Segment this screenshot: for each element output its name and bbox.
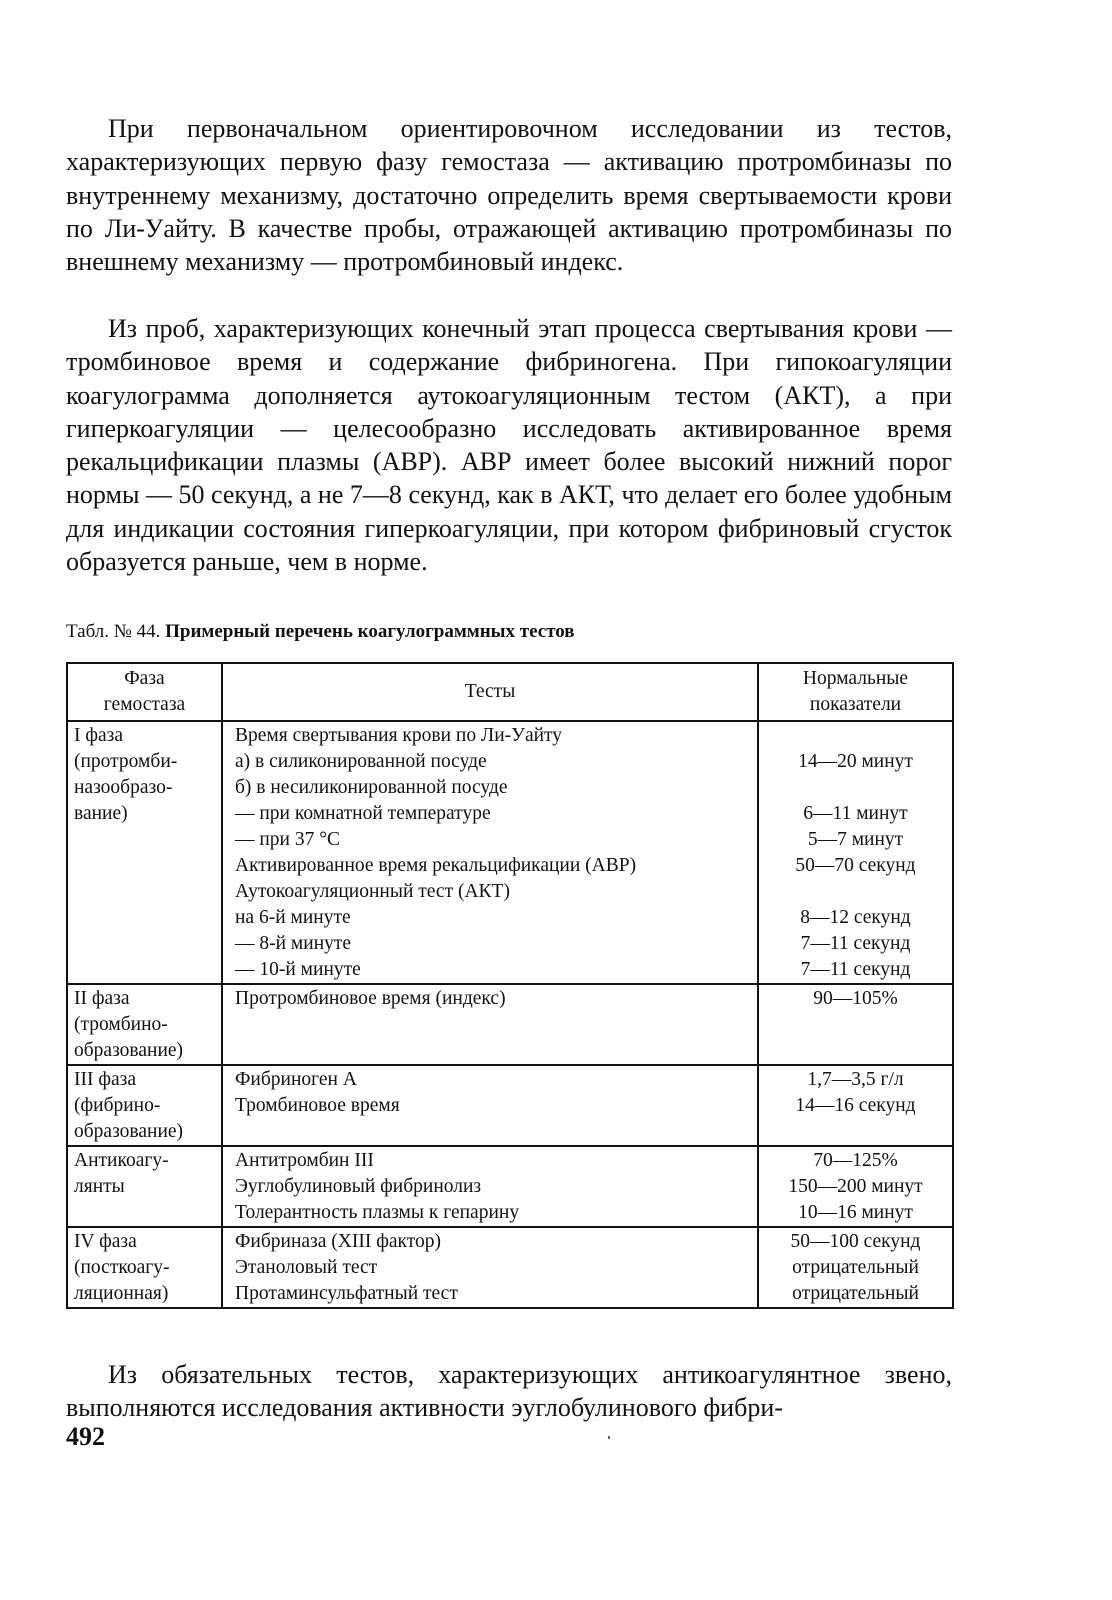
phase-cell	[67, 721, 222, 984]
cell-line: Антитромбин III	[235, 1150, 374, 1171]
cell-line: Время свертывания крови по Ли-Уайту	[235, 725, 563, 746]
cell-line	[74, 1200, 215, 1226]
tests-cell	[222, 1227, 758, 1308]
cell-line: 90—105%	[813, 988, 898, 1009]
cell-line	[765, 1119, 946, 1145]
cell-line	[765, 775, 946, 801]
cell-line: Активированное время рекальцификации (АВР)	[235, 855, 637, 876]
cell-line: Этаноловый тест	[235, 1257, 378, 1278]
table-row	[67, 984, 953, 1065]
cell-line: образование)	[74, 1121, 184, 1142]
cell-line: III фаза	[74, 1069, 137, 1090]
cell-line: 5—7 минут	[807, 829, 904, 850]
cell-line: назообразо-	[74, 777, 173, 798]
cell-line: II фаза	[74, 988, 130, 1009]
table-header-row	[67, 663, 953, 721]
cell-line: 7—11 секунд	[800, 933, 911, 954]
tests-cell	[222, 1146, 758, 1227]
phase-cell	[67, 1146, 222, 1227]
cell-line: отрицательный	[792, 1257, 919, 1278]
table-row	[67, 721, 953, 984]
cell-line	[765, 1038, 946, 1064]
phase-cell	[67, 1065, 222, 1146]
cell-line: IV фаза	[74, 1231, 137, 1252]
paragraph-anticoagulant: Из обязательных тестов, характеризующих антикоагулянтное звено, выполняются исследования активности эуглобулинового фибри-	[66, 1360, 952, 1423]
cell-line	[235, 1038, 751, 1064]
cell-line: Толерантность плазмы к гепарину	[235, 1202, 520, 1223]
cell-line: 14—16 секунд	[795, 1095, 916, 1116]
cell-line: Эуглобулиновый фибринолиз	[235, 1176, 482, 1197]
cell-line: Протаминсульфатный тест	[235, 1283, 458, 1304]
cell-line: ляционная)	[74, 1283, 169, 1304]
table-caption-label: Табл. № 44.	[66, 621, 166, 642]
table-row	[67, 1065, 953, 1146]
cell-line: — 10-й минуте	[235, 959, 361, 980]
cell-line: отрицательный	[792, 1283, 919, 1304]
cell-line: 50—100 секунд	[790, 1231, 921, 1252]
header-phase: Фаза гемостаза	[67, 663, 222, 721]
cell-line: образование)	[74, 1040, 184, 1061]
norms-cell	[758, 721, 953, 984]
header-norms: Нормальные показатели	[758, 663, 953, 721]
table-caption-title: Примерный перечень коагулограммных тестов	[165, 621, 575, 642]
cell-line	[765, 1012, 946, 1038]
table-caption	[66, 620, 952, 644]
cell-line: Протромбиновое время (индекс)	[235, 988, 506, 1009]
cell-line: (посткоагу-	[74, 1257, 170, 1278]
cell-line: (тромбино-	[74, 1014, 168, 1035]
cell-line: 70—125%	[813, 1150, 898, 1171]
cell-line: вание)	[74, 803, 128, 824]
cell-line: 7—11 секунд	[800, 959, 911, 980]
cell-line: б) в несиликонированной посуде	[235, 777, 508, 798]
cell-line: Аутокоагуляционный тест (АКТ)	[235, 881, 510, 902]
cell-line: Фибриноген А	[235, 1069, 357, 1090]
norms-cell	[758, 1227, 953, 1308]
paragraph-final-stage: Из проб, характеризующих конечный этап процесса свертывания крови — тромбиновое время и содержание фибриногена. При гипокоагуляции коагулограмма дополняется аутокоагуляционным тестом (АКТ), а при гиперкоагуляции — целесообразно исследовать активированное время рекальцификации плазмы (АВР). АВР имеет более высокий нижний порог нормы — 50 секунд, а не 7—8 секунд, как в АКТ, что делает его более удобным для индикации состояния гиперкоагуляции, при котором фибриновый сгусток образуется раньше, чем в норме.	[66, 314, 952, 577]
table-body	[67, 721, 953, 1308]
cell-line: — при комнатной температуре	[235, 803, 491, 824]
table-row	[67, 1227, 953, 1308]
norms-cell	[758, 984, 953, 1065]
tests-cell	[222, 1065, 758, 1146]
cell-line	[235, 1012, 751, 1038]
phase-cell	[67, 984, 222, 1065]
tests-cell	[222, 721, 758, 984]
page-number: 492	[66, 1422, 105, 1451]
cell-line: — при 37 °С	[235, 829, 341, 850]
table-row	[67, 1146, 953, 1227]
cell-line: Антикоагу-	[74, 1150, 169, 1171]
cell-line: 150—200 минут	[788, 1176, 923, 1197]
cell-line: 8—12 секунд	[800, 907, 911, 928]
cell-line: (протромби-	[74, 751, 178, 772]
cell-line: Тромбиновое время	[235, 1095, 400, 1116]
norms-cell	[758, 1146, 953, 1227]
cell-line: 10—16 минут	[798, 1202, 913, 1223]
cell-line: лянты	[74, 1176, 125, 1197]
cell-line: (фибрино-	[74, 1095, 161, 1116]
cell-line	[765, 879, 946, 905]
paragraph-intro: При первоначальном ориентировочном исследовании из тестов, характеризующих первую фазу гемостаза — активацию протромбиназы по внутреннему механизму, достаточно определить время свертываемости крови по Ли-Уайту. В качестве пробы, отражающей активацию протромбиназы по внешнему механизму — протромбиновый индекс.	[66, 114, 952, 277]
cell-line: 6—11 минут	[803, 803, 908, 824]
cell-line: Фибриназа (XIII фактор)	[235, 1231, 441, 1252]
cell-line: 1,7—3,5 г/л	[807, 1069, 904, 1090]
cell-line	[235, 1119, 751, 1145]
print-speck	[608, 1436, 610, 1439]
cell-line: 14—20 минут	[798, 751, 913, 772]
header-tests: Тесты	[222, 663, 758, 721]
cell-line: I фаза	[74, 725, 124, 746]
cell-line: — 8-й минуте	[235, 933, 352, 954]
cell-line	[765, 723, 946, 749]
coagulogram-table	[66, 662, 954, 1309]
norms-cell	[758, 1065, 953, 1146]
cell-line: 50—70 секунд	[795, 855, 916, 876]
tests-cell	[222, 984, 758, 1065]
cell-line: а) в силиконированной посуде	[235, 751, 487, 772]
phase-cell	[67, 1227, 222, 1308]
cell-line: на 6-й минуте	[235, 907, 351, 928]
